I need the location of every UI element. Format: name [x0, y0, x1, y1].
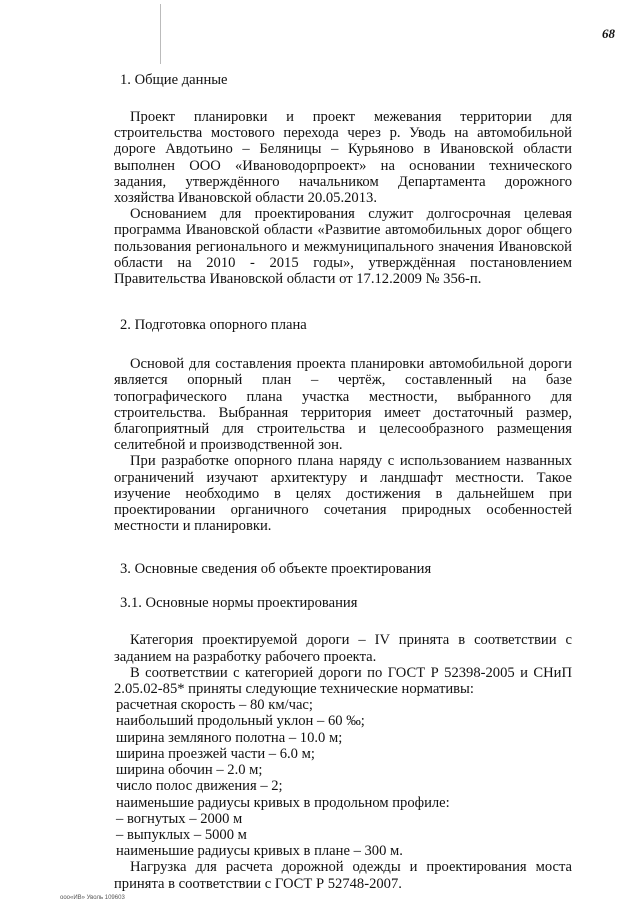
- document-body: [114, 72, 572, 892]
- norm-item: ширина обочин – 2.0 м;: [116, 762, 263, 779]
- section-2-paragraph-2: При разработке опорного плана наряду с использованием названных ограничений изучают архитектуру и ландшафт местности. Такое изучение необходимо в целях достижения в дальнейшем при проектировании органичного сочетания природных особенностей местности и планировки.: [114, 453, 572, 535]
- section-3-1-heading: 3.1. Основные нормы проектирования: [120, 595, 358, 612]
- norm-item: ширина проезжей части – 6.0 м;: [116, 745, 315, 762]
- footer-stamp: ooo«ИВ» Уволь 109603: [60, 895, 125, 901]
- scan-artifact: [160, 4, 161, 64]
- section-3-1-paragraph-3: Нагрузка для расчета дорожной одежды и проектирования моста принята в соответствии с ГОСТ Р 52748-2007.: [114, 859, 572, 892]
- norms-list: [114, 697, 572, 859]
- norm-item: наименьшие радиусы кривых в продольном профиле:: [116, 794, 450, 811]
- section-3-1-paragraph-1: Категория проектируемой дороги – IV принята в соответствии с заданием на разработку рабочего проекта.: [114, 632, 572, 665]
- section-1-paragraph-1: Проект планировки и проект межевания территории для строительства мостового перехода через р. Уводь на автомобильной дороге Авдотьино – Беляницы – Курьяново в Ивановской области выполнен ООО «Ивановодорпроект» на основании технического задания, утверждённого начальником Департамента дорожного хозяйства Ивановской области 20.05.2013.: [114, 109, 572, 207]
- norm-item: наименьшие радиусы кривых в плане – 300 м.: [116, 843, 403, 860]
- norm-item: число полос движения – 2;: [116, 778, 283, 795]
- section-3-1-paragraph-2: В соответствии с категорией дороги по ГОСТ Р 52398-2005 и СНиП 2.05.02-85* приняты следующие технические нормативы:: [114, 664, 572, 698]
- section-1-heading: 1. Общие данные: [120, 72, 228, 88]
- page-number: 68: [602, 26, 615, 41]
- section-2-heading: 2. Подготовка опорного плана: [120, 317, 307, 334]
- section-1-paragraph-2: Основанием для проектирования служит долгосрочная целевая программа Ивановской области «Развитие автомобильных дорог общего пользования регионального и межмуниципального значения Ивановской области на 2010 - 2015 годы», утверждённая постановлением Правительства Ивановской области от 17.12.2009 № 356-п.: [114, 206, 572, 288]
- section-2-paragraph-1: Основой для составления проекта планировки автомобильной дороги является опорный план – чертёж, составленный на базе топографического плана участка местности, выбранного для строительства. Выбранная территория имеет достаточный размер, благоприятный для строительства и целесообразного размещения селитебной и производственной зон.: [114, 356, 572, 454]
- norm-item: расчетная скорость – 80 км/час;: [116, 697, 313, 714]
- norm-item: – вогнутых – 2000 м: [116, 810, 243, 827]
- norm-item: – выпуклых – 5000 м: [116, 826, 247, 843]
- norm-item: наибольший продольный уклон – 60 ‰;: [116, 713, 365, 730]
- section-3-heading: 3. Основные сведения об объекте проектирования: [120, 561, 432, 578]
- norm-item: ширина земляного полотна – 10.0 м;: [116, 729, 343, 746]
